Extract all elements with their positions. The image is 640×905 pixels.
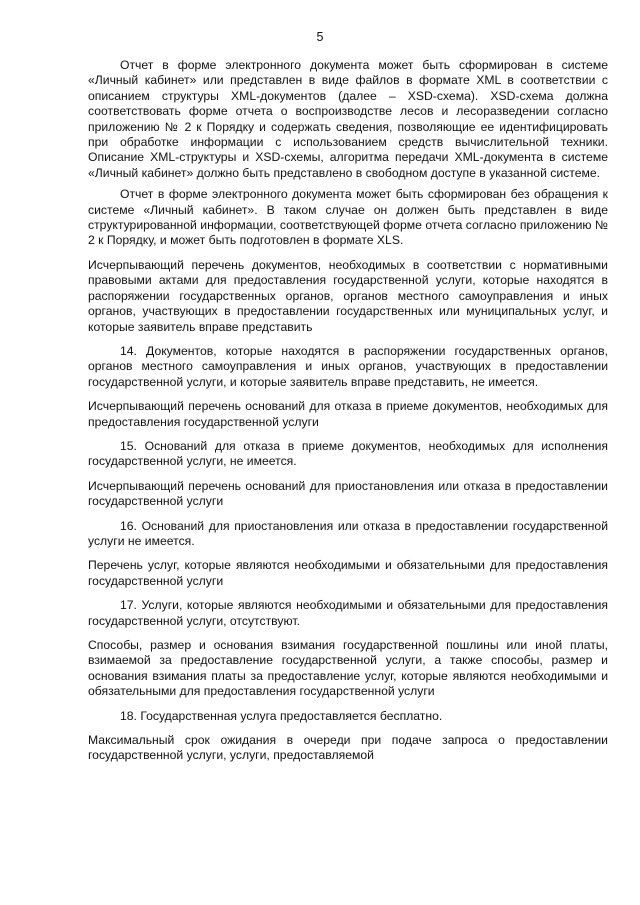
section-heading-suspension-grounds: Исчерпывающий перечень оснований для приостановления или отказа в предоставлении государственной услуги bbox=[88, 478, 608, 509]
document-body bbox=[88, 58, 608, 764]
clause-17: 17. Услуги, которые являются необходимыми и обязательными для предоставления государственной услуги, отсутствуют. bbox=[88, 598, 608, 628]
clause-14: 14. Документов, которые находятся в распоряжении государственных органов, органов местного самоуправления и иных органов, участвующих в предоставлении государственной услуги, и которые заявитель вправе представить, не имеется. bbox=[88, 343, 608, 389]
clause-16: 16. Оснований для приостановления или отказа в предоставлении государственной услуги не имеется. bbox=[88, 518, 608, 548]
section-heading-waiting-time: Максимальный срок ожидания в очереди при подаче запроса о предоставлении государственной услуги, услуги, предоставляемой bbox=[88, 733, 608, 763]
clause-18: 18. Государственная услуга предоставляется бесплатно. bbox=[120, 708, 443, 723]
section-heading-documents-list: Исчерпывающий перечень документов, необходимых в соответствии с нормативными правовыми актами для предоставления государственной услуги, которые находятся в распоряжении государственных органов, органов местного самоуправления и иных органов, участвующих в предоставлении государственных или муниципальных услуг, и которые заявитель вправе представить bbox=[88, 257, 608, 334]
section-heading-refusal-grounds: Исчерпывающий перечень оснований для отказа в приеме документов, необходимых для предоставления государственной услуги bbox=[88, 399, 608, 429]
page-number: 5 bbox=[316, 30, 324, 44]
clause-15: 15. Оснований для отказа в приеме документов, необходимых для исполнения государственной услуги, не имеется. bbox=[88, 438, 608, 469]
paragraph-electronic-report-xml: Отчет в форме электронного документа может быть сформирован в системе «Личный кабинет» или представлен в виде файлов в формате XML в соответствии с описанием структуры XML-документов (далее – XSD-схема). XSD-схема должна соответствовать форме отчета о воспроизводстве лесов и лесоразведении согласно приложению № 2 к Порядку и содержать сведения, позволяющие ее идентифицировать при обработке информации с использованием средств вычислительной техники. Описание XML-структуры и XSD-схемы, алгоритма передачи XML-документа в системе «Личный кабинет» должно быть представлено в свободном доступе в указанной системе. bbox=[88, 58, 608, 180]
section-heading-required-services: Перечень услуг, которые являются необходимыми и обязательными для предоставления государственной услуги bbox=[88, 558, 608, 588]
section-heading-fees: Способы, размер и основания взимания государственной пошлины или иной платы, взимаемой за предоставление государственной услуги, а также способы, размер и основания взимания платы за предоставление услуг, которые являются необходимыми и обязательными для предоставления государственной услуги bbox=[88, 638, 608, 699]
paragraph-electronic-report-xls: Отчет в форме электронного документа может быть сформирован без обращения к системе «Личный кабинет». В таком случае он должен быть представлен в виде структурированной информации, соответствующей форме отчета согласно приложению № 2 к Порядку, и может быть подготовлен в формате XLS. bbox=[88, 187, 608, 248]
